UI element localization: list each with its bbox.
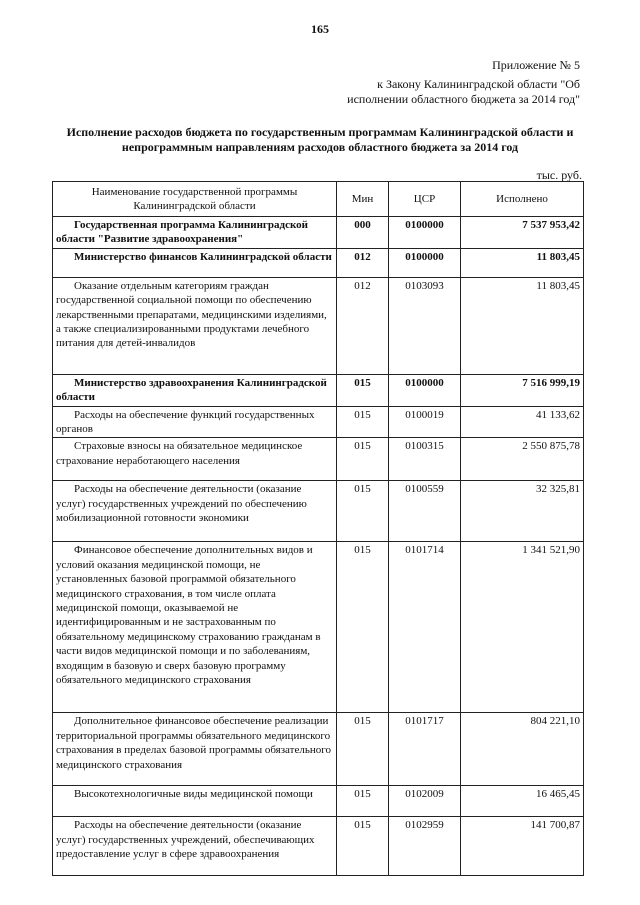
- table-row: [53, 406, 584, 438]
- table-row: [53, 786, 584, 817]
- page-number: 165: [311, 22, 329, 36]
- document-title: [40, 125, 600, 155]
- row-csr: 0100315: [389, 438, 461, 481]
- header-min: Мин: [337, 182, 389, 217]
- row-min: 015: [337, 481, 389, 542]
- table-row: [53, 481, 584, 542]
- table-row: [53, 542, 584, 713]
- row-min: 012: [337, 277, 389, 374]
- row-done: 7 537 953,42: [461, 217, 584, 249]
- row-csr: 0102959: [389, 817, 461, 876]
- row-name: Дополнительное финансовое обеспечение реализации территориальной программы обязательного медицинского страхования в пределах базовой программы обязательного медицинского страхования: [53, 713, 337, 786]
- row-name: Расходы на обеспечение деятельности (оказание услуг) государственных учреждений, обеспечивающих предоставление услуг в сфере здравоохранения: [53, 817, 337, 876]
- row-min: 015: [337, 713, 389, 786]
- row-name: Страховые взносы на обязательное медицинское страхование неработающего населения: [53, 438, 337, 481]
- row-done: 804 221,10: [461, 713, 584, 786]
- row-name: Высокотехнологичные виды медицинской помощи: [53, 786, 337, 817]
- row-csr: 0100019: [389, 406, 461, 438]
- table-row: [53, 374, 584, 406]
- row-min: 015: [337, 406, 389, 438]
- row-done: 11 803,45: [461, 277, 584, 374]
- table-row: [53, 438, 584, 481]
- row-name: Расходы на обеспечение деятельности (оказание услуг) государственных учреждений по обеспечению мобилизационной готовности экономики: [53, 481, 337, 542]
- row-done: 141 700,87: [461, 817, 584, 876]
- table-row: [53, 817, 584, 876]
- row-done: 11 803,45: [461, 248, 584, 277]
- budget-table: [52, 181, 584, 876]
- appendix-law-line2: исполнении областного бюджета за 2014 год": [347, 92, 580, 106]
- row-csr: 0101717: [389, 713, 461, 786]
- row-done: 41 133,62: [461, 406, 584, 438]
- row-min: 012: [337, 248, 389, 277]
- row-csr: 0100000: [389, 248, 461, 277]
- row-min: 015: [337, 438, 389, 481]
- row-csr: 0100000: [389, 217, 461, 249]
- header-name: Наименование государственной программы Калининградской области: [53, 182, 337, 217]
- row-min: 015: [337, 374, 389, 406]
- row-csr: 0101714: [389, 542, 461, 713]
- row-csr: 0103093: [389, 277, 461, 374]
- row-min: 015: [337, 817, 389, 876]
- appendix-title: Приложение № 5: [492, 58, 580, 72]
- row-done: 1 341 521,90: [461, 542, 584, 713]
- row-name: Министерство здравоохранения Калининградской области: [53, 374, 337, 406]
- header-csr: ЦСР: [389, 182, 461, 217]
- document-title-line1: Исполнение расходов бюджета по государственным программам Калининградской области и: [66, 125, 574, 139]
- table-row: [53, 713, 584, 786]
- table-row: [53, 248, 584, 277]
- row-name: Министерство финансов Калининградской области: [53, 248, 337, 277]
- row-name: Расходы на обеспечение функций государственных органов: [53, 406, 337, 438]
- header-done: Исполнено: [461, 182, 584, 217]
- row-done: 32 325,81: [461, 481, 584, 542]
- row-csr: 0100000: [389, 374, 461, 406]
- row-min: 015: [337, 786, 389, 817]
- document-title-line2: непрограммным направлениям расходов областного бюджета за 2014 год: [121, 140, 519, 154]
- table-row: [53, 277, 584, 374]
- row-name: Финансовое обеспечение дополнительных видов и условий оказания медицинской помощи, не установленных базовой программой обязательного медицинского страхования, в том числе оплата медицинской помощи, оказываемой не идентифицированным и не застрахованным по обязательному медицинскому страхованию гражданам в части видов медицинской помощи и по заболеваниям, входящим в базовую и сверх базовую программу обязательного медицинского страхования: [53, 542, 337, 713]
- table-header-row: [53, 182, 584, 217]
- appendix-law-line1: к Закону Калининградской области "Об: [377, 77, 580, 91]
- row-done: 7 516 999,19: [461, 374, 584, 406]
- units-label: тыс. руб.: [536, 168, 582, 182]
- row-name: Оказание отдельным категориям граждан государственной социальной помощи по обеспечению лекарственными препаратами, медицинскими изделиями, а также специализированными продуктами лечебного питания для детей-инвалидов: [53, 277, 337, 374]
- row-csr: 0100559: [389, 481, 461, 542]
- row-name: Государственная программа Калининградской области "Развитие здравоохранения": [53, 217, 337, 249]
- table-row: [53, 217, 584, 249]
- row-done: 16 465,45: [461, 786, 584, 817]
- row-csr: 0102009: [389, 786, 461, 817]
- row-min: 015: [337, 542, 389, 713]
- row-done: 2 550 875,78: [461, 438, 584, 481]
- row-min: 000: [337, 217, 389, 249]
